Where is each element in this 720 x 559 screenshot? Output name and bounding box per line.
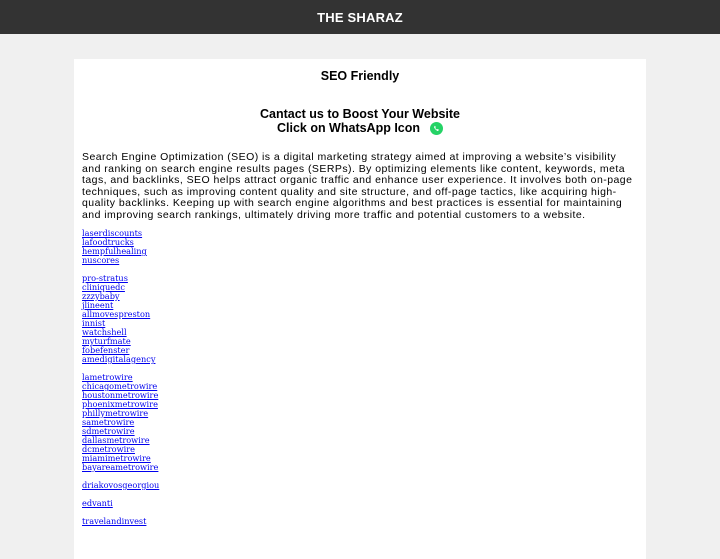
- site-link[interactable]: driakovosgeorgiou: [82, 480, 160, 490]
- link-group: [82, 274, 638, 364]
- site-link[interactable]: miamimetrowire: [82, 453, 151, 463]
- link-group: [82, 517, 638, 526]
- page-title: SEO Friendly: [320, 69, 400, 83]
- site-link[interactable]: lafoodtrucks: [82, 237, 134, 247]
- site-link[interactable]: dcmetrowire: [82, 444, 135, 454]
- site-link[interactable]: amedigitalagency: [82, 354, 156, 364]
- whatsapp-heading: [82, 121, 638, 135]
- site-link[interactable]: cliniquedc: [82, 282, 125, 292]
- whatsapp-heading-text: Click on WhatsApp Icon: [276, 121, 421, 135]
- contact-heading: Cantact us to Boost Your Website: [259, 107, 461, 121]
- site-link[interactable]: laserdiscounts: [82, 228, 143, 238]
- link-list: [82, 229, 638, 526]
- site-link[interactable]: watchshell: [82, 327, 127, 337]
- site-link[interactable]: dallasmetrowire: [82, 435, 150, 445]
- site-link[interactable]: hempfulhealing: [82, 246, 147, 256]
- whatsapp-icon[interactable]: [430, 122, 443, 135]
- content-card: [74, 59, 646, 559]
- site-link[interactable]: zzzybaby: [82, 291, 120, 301]
- site-header: [0, 0, 720, 34]
- site-link[interactable]: sdmetrowire: [82, 426, 135, 436]
- link-group: [82, 481, 638, 490]
- link-group: [82, 499, 638, 508]
- site-link[interactable]: allmovespreston: [82, 309, 151, 319]
- site-link[interactable]: houstonmetrowire: [82, 390, 159, 400]
- site-link[interactable]: lametrowire: [82, 372, 133, 382]
- link-group: [82, 373, 638, 472]
- site-link[interactable]: fobefenster: [82, 345, 130, 355]
- site-link[interactable]: travelandinvest: [82, 516, 147, 526]
- site-link[interactable]: pro-stratus: [82, 273, 128, 283]
- site-link[interactable]: sametrowire: [82, 417, 135, 427]
- site-link[interactable]: phoenixmetrowire: [82, 399, 158, 409]
- site-link[interactable]: myturfmate: [82, 336, 131, 346]
- site-link[interactable]: phillymetrowire: [82, 408, 149, 418]
- site-link[interactable]: edvanti: [82, 498, 113, 508]
- site-title[interactable]: THE SHARAZ: [317, 9, 403, 25]
- site-link[interactable]: innist: [82, 318, 106, 328]
- link-group: [82, 229, 638, 265]
- site-link[interactable]: jlineent: [82, 300, 114, 310]
- site-link[interactable]: bayareametrowire: [82, 462, 159, 472]
- site-link[interactable]: chicagometrowire: [82, 381, 158, 391]
- seo-description: Search Engine Optimization (SEO) is a digital marketing strategy aimed at improving a website’s visibility and ranking on search engine results pages (SERPs). By optimizing elements like content, keywords, meta tags, and backlinks, SEO helps attract organic traffic and enhance user experience. It involves both on-page techniques, such as improving content quality and site structure, and off-page tactics, like acquiring high-quality backlinks. Keeping up with search engine algorithms and best practices is essential for maintaining and improving search rankings, ultimately driving more traffic and potential customers to a website.: [82, 151, 633, 221]
- site-link[interactable]: nuscores: [82, 255, 120, 265]
